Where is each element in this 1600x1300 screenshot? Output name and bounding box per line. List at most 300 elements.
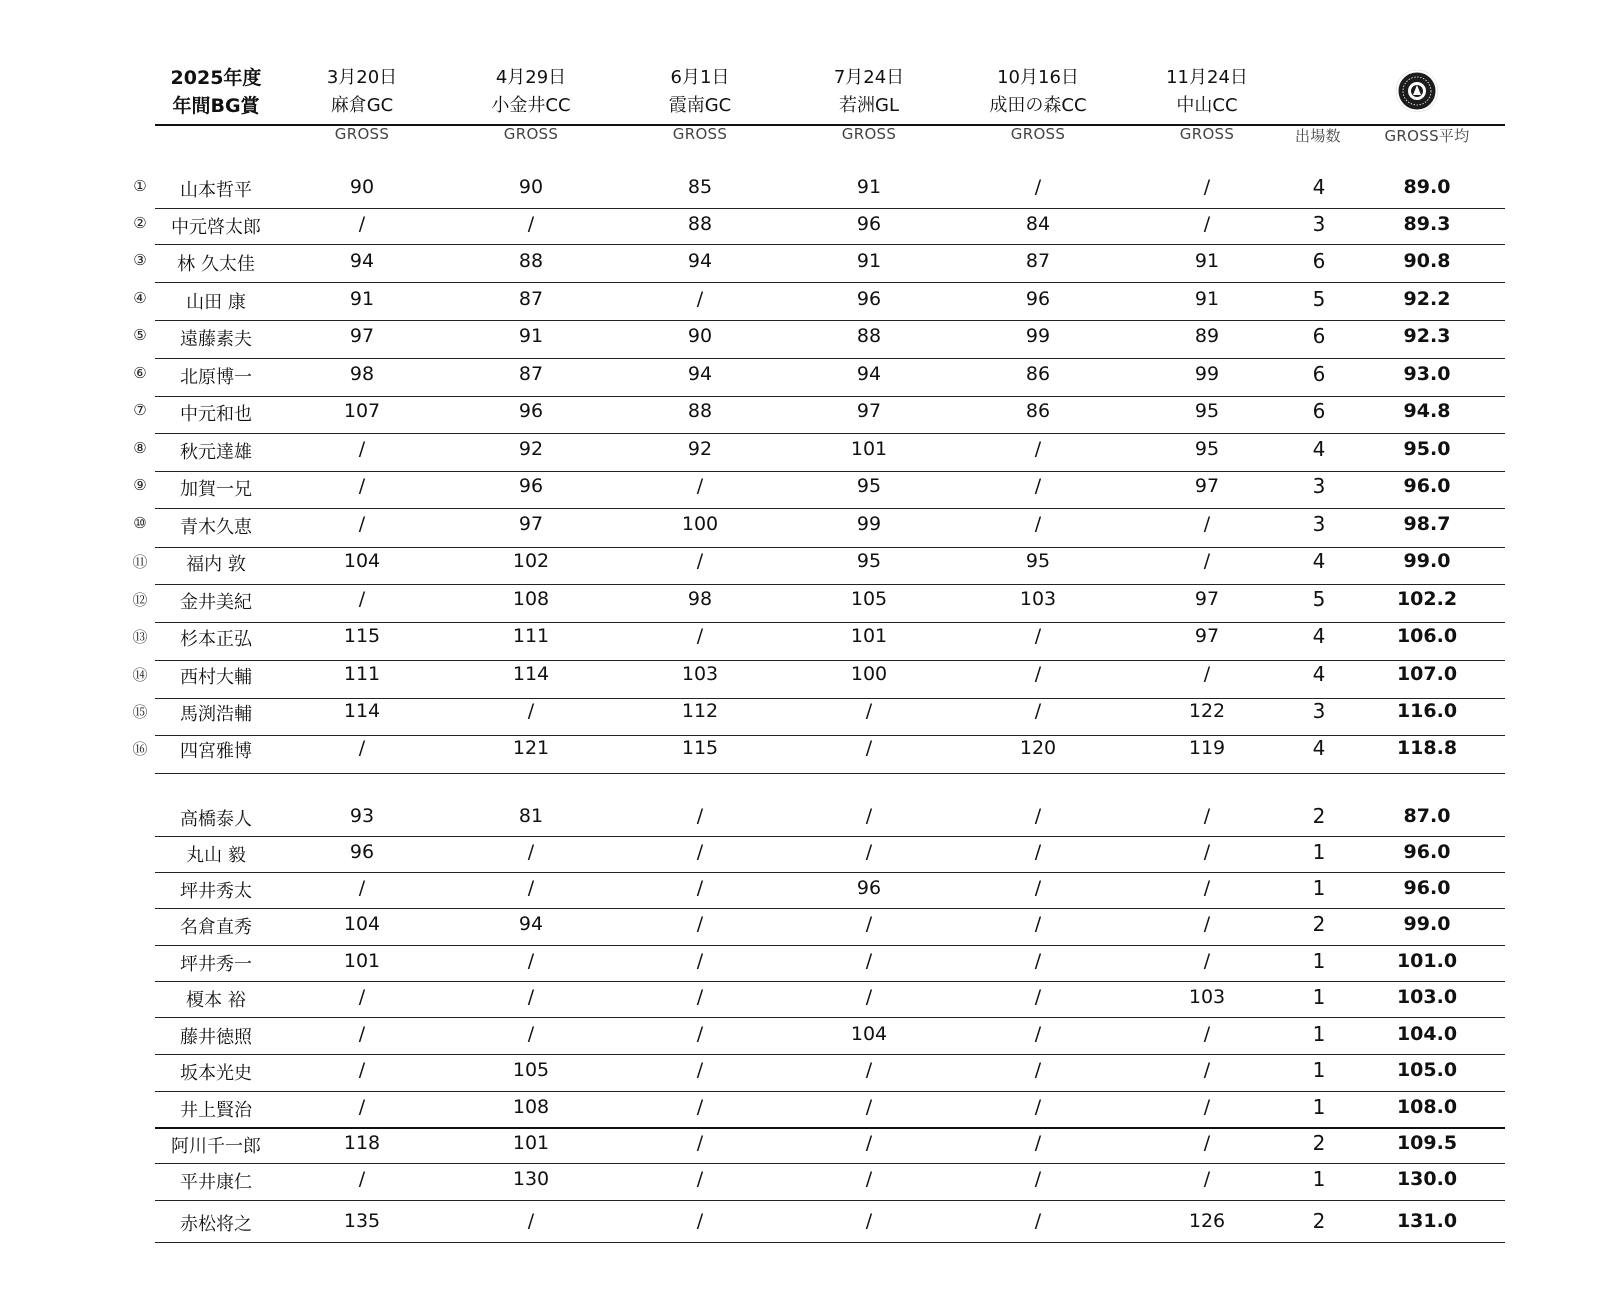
score-cell: 94 [518, 913, 544, 935]
entry-count: 1 [1312, 1095, 1326, 1119]
score-cell: 114 [343, 700, 381, 722]
score-cell: 91 [856, 176, 882, 198]
score-cell: / [527, 841, 535, 863]
event-date: 7月24日 [833, 67, 905, 88]
score-cell: 91 [856, 250, 882, 272]
player-name: 榎本 裕 [186, 990, 246, 1011]
entry-count: 3 [1312, 474, 1326, 498]
entry-count: 6 [1312, 249, 1326, 273]
score-cell: 94 [349, 250, 375, 272]
entry-count: 1 [1312, 949, 1326, 973]
score-cell: / [1203, 1059, 1211, 1081]
entry-count: 6 [1312, 399, 1326, 423]
player-name: 山本哲平 [180, 180, 252, 201]
event-course: 中山CC [1176, 95, 1238, 116]
gross-average: 103.0 [1396, 986, 1458, 1008]
title-award: 年間BG賞 [172, 95, 260, 117]
score-cell: / [1203, 550, 1211, 572]
score-cell: / [1203, 913, 1211, 935]
score-cell: 103 [1188, 986, 1226, 1008]
score-cell: 97 [518, 513, 544, 535]
rank-marker: ⑨ [133, 476, 147, 494]
player-name: 秋元達雄 [180, 442, 252, 463]
event-gross-label: GROSS [672, 125, 728, 143]
score-cell: 91 [1194, 250, 1220, 272]
score-cell: 101 [343, 950, 381, 972]
rank-marker: ⑫ [132, 591, 148, 609]
rank-marker: ⑪ [132, 553, 148, 571]
score-cell: / [696, 1059, 704, 1081]
score-cell: / [865, 737, 873, 759]
score-cell: / [696, 1023, 704, 1045]
entry-count: 4 [1312, 175, 1326, 199]
player-name: 藤井徳照 [180, 1027, 252, 1048]
score-cell: 104 [343, 550, 381, 572]
score-cell: 108 [512, 588, 550, 610]
player-name: 四宮雅博 [180, 741, 252, 762]
score-cell: 105 [512, 1059, 550, 1081]
entry-count: 3 [1312, 699, 1326, 723]
score-cell: / [1034, 841, 1042, 863]
score-cell: / [1034, 663, 1042, 685]
score-cell: / [696, 625, 704, 647]
event-gross-label: GROSS [1179, 125, 1235, 143]
player-name: 中元啓太郎 [171, 217, 261, 238]
score-cell: / [1203, 1096, 1211, 1118]
gross-average: 99.0 [1403, 550, 1451, 572]
score-cell: 96 [856, 213, 882, 235]
entry-count: 4 [1312, 624, 1326, 648]
score-cell: / [1034, 950, 1042, 972]
row-divider [155, 908, 1505, 909]
player-name: 遠藤素夫 [180, 329, 252, 350]
event-date: 6月1日 [670, 67, 730, 88]
score-cell: / [358, 475, 366, 497]
score-cell: 97 [1194, 625, 1220, 647]
score-cell: 103 [1019, 588, 1057, 610]
score-cell: / [527, 213, 535, 235]
score-cell: 115 [343, 625, 381, 647]
score-cell: / [865, 1210, 873, 1232]
entry-count: 4 [1312, 437, 1326, 461]
score-cell: / [1034, 913, 1042, 935]
score-cell: / [527, 1210, 535, 1232]
score-cell: / [1034, 438, 1042, 460]
rank-marker: ⑮ [132, 703, 148, 721]
score-cell: 88 [687, 400, 713, 422]
score-cell: / [358, 213, 366, 235]
gross-average: 131.0 [1396, 1210, 1458, 1232]
score-cell: 101 [850, 438, 888, 460]
score-cell: / [1203, 513, 1211, 535]
player-name: 西村大輔 [180, 667, 252, 688]
gross-average: 105.0 [1396, 1059, 1458, 1081]
score-cell: 92 [518, 438, 544, 460]
score-cell: 97 [856, 400, 882, 422]
score-cell: 99 [1194, 363, 1220, 385]
score-cell: / [865, 986, 873, 1008]
gross-average: 107.0 [1396, 663, 1458, 685]
score-cell: / [1034, 1132, 1042, 1154]
score-cell: 86 [1025, 400, 1051, 422]
score-cell: 120 [1019, 737, 1057, 759]
sheet-title [171, 64, 262, 120]
player-name: 坂本光史 [180, 1063, 252, 1084]
entry-count: 4 [1312, 736, 1326, 760]
player-name: 丸山 毅 [186, 845, 246, 866]
row-divider [155, 584, 1505, 585]
header-rule [155, 124, 1505, 126]
score-cell: 97 [349, 325, 375, 347]
score-cell: 100 [850, 663, 888, 685]
score-cell: 96 [1025, 288, 1051, 310]
score-cell: 97 [1194, 475, 1220, 497]
event-date: 11月24日 [1166, 67, 1248, 88]
player-name: 青木久恵 [180, 517, 252, 538]
row-divider [155, 872, 1505, 873]
score-cell: 114 [512, 663, 550, 685]
gross-average: 87.0 [1403, 805, 1451, 827]
score-cell: 90 [687, 325, 713, 347]
gross-average: 98.7 [1403, 513, 1451, 535]
entry-count: 2 [1312, 1131, 1326, 1155]
player-name: 林 久太佳 [177, 254, 255, 275]
entry-count: 1 [1312, 876, 1326, 900]
score-cell: 102 [512, 550, 550, 572]
entry-count: 2 [1312, 912, 1326, 936]
score-cell: 103 [681, 663, 719, 685]
score-cell: 104 [343, 913, 381, 935]
row-divider [155, 945, 1505, 946]
player-name: 赤松将之 [180, 1214, 252, 1235]
gross-average: 102.2 [1396, 588, 1458, 610]
event-date: 10月16日 [997, 67, 1079, 88]
score-cell: / [696, 913, 704, 935]
rank-marker: ① [133, 177, 147, 195]
score-cell: / [1203, 877, 1211, 899]
gross-average: 99.0 [1403, 913, 1451, 935]
score-cell: 85 [687, 176, 713, 198]
score-cell: 93 [349, 805, 375, 827]
score-cell: / [1203, 663, 1211, 685]
gross-average: 116.0 [1396, 700, 1458, 722]
score-cell: / [696, 1210, 704, 1232]
score-cell: 95 [1025, 550, 1051, 572]
score-cell: / [1034, 1023, 1042, 1045]
score-cell: / [358, 1096, 366, 1118]
score-cell: / [1034, 1096, 1042, 1118]
entry-count: 1 [1312, 1022, 1326, 1046]
score-cell: 121 [512, 737, 550, 759]
score-cell: / [1034, 1059, 1042, 1081]
score-cell: / [696, 805, 704, 827]
score-cell: / [696, 950, 704, 972]
gross-average: 95.0 [1403, 438, 1451, 460]
row-divider [155, 660, 1505, 661]
row-divider [155, 358, 1505, 359]
entry-count: 6 [1312, 362, 1326, 386]
event-course: 若洲GL [839, 95, 899, 116]
score-cell: / [1203, 805, 1211, 827]
score-cell: 126 [1188, 1210, 1226, 1232]
score-cell: 94 [687, 250, 713, 272]
score-cell: / [865, 805, 873, 827]
score-cell: 104 [850, 1023, 888, 1045]
score-cell: 97 [1194, 588, 1220, 610]
player-name: 杉本正弘 [180, 629, 252, 650]
score-cell: / [696, 877, 704, 899]
row-divider [155, 208, 1505, 209]
entry-count: 2 [1312, 1209, 1326, 1233]
row-divider [155, 1163, 1505, 1164]
rank-marker: ④ [133, 289, 147, 307]
score-cell: 107 [343, 400, 381, 422]
score-cell: / [358, 438, 366, 460]
row-divider [155, 1242, 1505, 1243]
entry-count: 1 [1312, 1167, 1326, 1191]
score-cell: / [1034, 1168, 1042, 1190]
score-cell: 100 [681, 513, 719, 535]
entry-count: 4 [1312, 662, 1326, 686]
score-cell: / [358, 1059, 366, 1081]
event-gross-label: GROSS [1010, 125, 1066, 143]
row-divider [155, 433, 1505, 434]
score-cell: / [865, 950, 873, 972]
entry-count: 1 [1312, 840, 1326, 864]
score-cell: / [696, 1168, 704, 1190]
score-cell: 91 [518, 325, 544, 347]
score-cell: 105 [850, 588, 888, 610]
gross-average: 108.0 [1396, 1096, 1458, 1118]
score-cell: 96 [856, 288, 882, 310]
score-cell: / [696, 986, 704, 1008]
score-cell: / [358, 588, 366, 610]
rank-marker: ⑭ [132, 666, 148, 684]
score-cell: / [1034, 986, 1042, 1008]
score-cell: 96 [518, 475, 544, 497]
score-cell: / [358, 737, 366, 759]
score-cell: / [1034, 475, 1042, 497]
score-cell: / [865, 1096, 873, 1118]
score-cell: / [1034, 805, 1042, 827]
score-cell: / [696, 550, 704, 572]
score-cell: / [527, 700, 535, 722]
row-divider [155, 773, 1505, 774]
score-cell: / [1034, 700, 1042, 722]
score-cell: 81 [518, 805, 544, 827]
player-name: 金井美紀 [180, 592, 252, 613]
player-name: 北原博一 [180, 367, 252, 388]
score-cell: / [358, 986, 366, 1008]
score-cell: 130 [512, 1168, 550, 1190]
entry-count: 5 [1312, 587, 1326, 611]
score-cell: 87 [518, 363, 544, 385]
player-name: 中元和也 [180, 404, 252, 425]
score-cell: 99 [1025, 325, 1051, 347]
score-cell: / [1203, 950, 1211, 972]
row-divider [155, 1054, 1505, 1055]
score-cell: / [527, 986, 535, 1008]
gross-average: 93.0 [1403, 363, 1451, 385]
row-divider [155, 1017, 1505, 1018]
score-cell: 89 [1194, 325, 1220, 347]
score-cell: / [358, 1023, 366, 1045]
event-course: 麻倉GC [330, 95, 394, 116]
score-cell: 92 [687, 438, 713, 460]
gross-average: 109.5 [1396, 1132, 1458, 1154]
entry-count: 3 [1312, 512, 1326, 536]
score-cell: / [865, 1059, 873, 1081]
event-gross-label: GROSS [503, 125, 559, 143]
score-cell: 95 [856, 550, 882, 572]
player-name: 福内 敦 [186, 554, 246, 575]
score-cell: 119 [1188, 737, 1226, 759]
gross-average: 130.0 [1396, 1168, 1458, 1190]
gross-average: 89.0 [1403, 176, 1451, 198]
score-cell: / [696, 288, 704, 310]
score-cell: / [527, 877, 535, 899]
entry-count: 6 [1312, 324, 1326, 348]
score-cell: / [696, 841, 704, 863]
rank-marker: ⑥ [133, 364, 147, 382]
score-cell: / [1203, 841, 1211, 863]
entry-count: 3 [1312, 212, 1326, 236]
row-divider [155, 622, 1505, 623]
score-cell: 88 [518, 250, 544, 272]
gross-average: 106.0 [1396, 625, 1458, 647]
row-divider [155, 981, 1505, 982]
score-cell: 94 [856, 363, 882, 385]
score-cell: 122 [1188, 700, 1226, 722]
score-cell: 88 [687, 213, 713, 235]
score-cell: / [527, 950, 535, 972]
score-cell: 86 [1025, 363, 1051, 385]
row-divider [155, 508, 1505, 509]
score-cell: / [1034, 513, 1042, 535]
row-divider [155, 320, 1505, 321]
rank-marker: ⑤ [133, 326, 147, 344]
score-cell: / [1203, 176, 1211, 198]
gross-average: 92.2 [1403, 288, 1451, 310]
player-name: 平井康仁 [180, 1172, 252, 1193]
row-divider [155, 471, 1505, 472]
score-cell: / [865, 700, 873, 722]
score-cell: / [1203, 213, 1211, 235]
score-cell: 95 [856, 475, 882, 497]
gross-average: 96.0 [1403, 841, 1451, 863]
player-name: 坪井秀太 [180, 881, 252, 902]
score-cell: / [865, 1132, 873, 1154]
title-year: 2025年度 [170, 67, 262, 89]
score-cell: 90 [518, 176, 544, 198]
score-cell: / [358, 513, 366, 535]
event-gross-label: GROSS [334, 125, 390, 143]
score-cell: / [1203, 1132, 1211, 1154]
score-cell: 88 [856, 325, 882, 347]
gross-average: 101.0 [1396, 950, 1458, 972]
row-divider [155, 1200, 1505, 1201]
club-emblem-icon [1396, 70, 1438, 112]
score-cell: 118 [343, 1132, 381, 1154]
entry-count: 1 [1312, 1058, 1326, 1082]
entry-count: 4 [1312, 549, 1326, 573]
avg-header: GROSS平均 [1384, 127, 1470, 145]
player-name: 名倉直秀 [180, 917, 252, 938]
score-cell: / [1034, 1210, 1042, 1232]
score-cell: 96 [518, 400, 544, 422]
event-course: 霞南GC [668, 95, 732, 116]
row-divider [155, 836, 1505, 837]
player-name: 加賀一兄 [180, 479, 252, 500]
score-cell: 98 [687, 588, 713, 610]
score-cell: 96 [856, 877, 882, 899]
rank-marker: ⑧ [133, 439, 147, 457]
score-cell: 101 [850, 625, 888, 647]
event-date: 3月20日 [326, 67, 398, 88]
row-divider [155, 1127, 1505, 1129]
score-cell: 90 [349, 176, 375, 198]
score-cell: 112 [681, 700, 719, 722]
rank-marker: ⑦ [133, 401, 147, 419]
gross-average: 96.0 [1403, 475, 1451, 497]
event-gross-label: GROSS [841, 125, 897, 143]
score-cell: / [865, 841, 873, 863]
entry-count: 5 [1312, 287, 1326, 311]
rank-marker: ⑯ [132, 740, 148, 758]
count-header: 出場数 [1295, 127, 1341, 145]
gross-average: 92.3 [1403, 325, 1451, 347]
event-date: 4月29日 [495, 67, 567, 88]
gross-average: 104.0 [1396, 1023, 1458, 1045]
score-cell: / [696, 1096, 704, 1118]
score-cell: / [865, 913, 873, 935]
gross-average: 94.8 [1403, 400, 1451, 422]
player-name: 阿川千一郎 [171, 1136, 261, 1157]
score-cell: 99 [856, 513, 882, 535]
rank-marker: ⑩ [133, 514, 147, 532]
score-cell: 115 [681, 737, 719, 759]
player-name: 馬渕浩輔 [180, 704, 252, 725]
score-cell: 95 [1194, 438, 1220, 460]
score-cell: / [527, 1023, 535, 1045]
score-cell: 94 [687, 363, 713, 385]
rank-marker: ⑬ [132, 628, 148, 646]
entry-count: 2 [1312, 804, 1326, 828]
score-cell: 87 [1025, 250, 1051, 272]
score-cell: / [696, 475, 704, 497]
score-cell: 95 [1194, 400, 1220, 422]
score-cell: / [1203, 1168, 1211, 1190]
row-divider [155, 396, 1505, 397]
rank-marker: ② [133, 214, 147, 232]
event-course: 小金井CC [491, 95, 571, 116]
score-cell: / [1034, 877, 1042, 899]
score-cell: / [358, 877, 366, 899]
row-divider [155, 282, 1505, 283]
score-cell: / [1034, 625, 1042, 647]
score-cell: / [1203, 1023, 1211, 1045]
row-divider [155, 244, 1505, 245]
score-cell: 87 [518, 288, 544, 310]
gross-average: 89.3 [1403, 213, 1451, 235]
score-cell: 91 [349, 288, 375, 310]
score-cell: / [696, 1132, 704, 1154]
score-cell: 111 [512, 625, 550, 647]
gross-average: 96.0 [1403, 877, 1451, 899]
score-cell: / [1034, 176, 1042, 198]
score-cell: 135 [343, 1210, 381, 1232]
row-divider [155, 698, 1505, 699]
